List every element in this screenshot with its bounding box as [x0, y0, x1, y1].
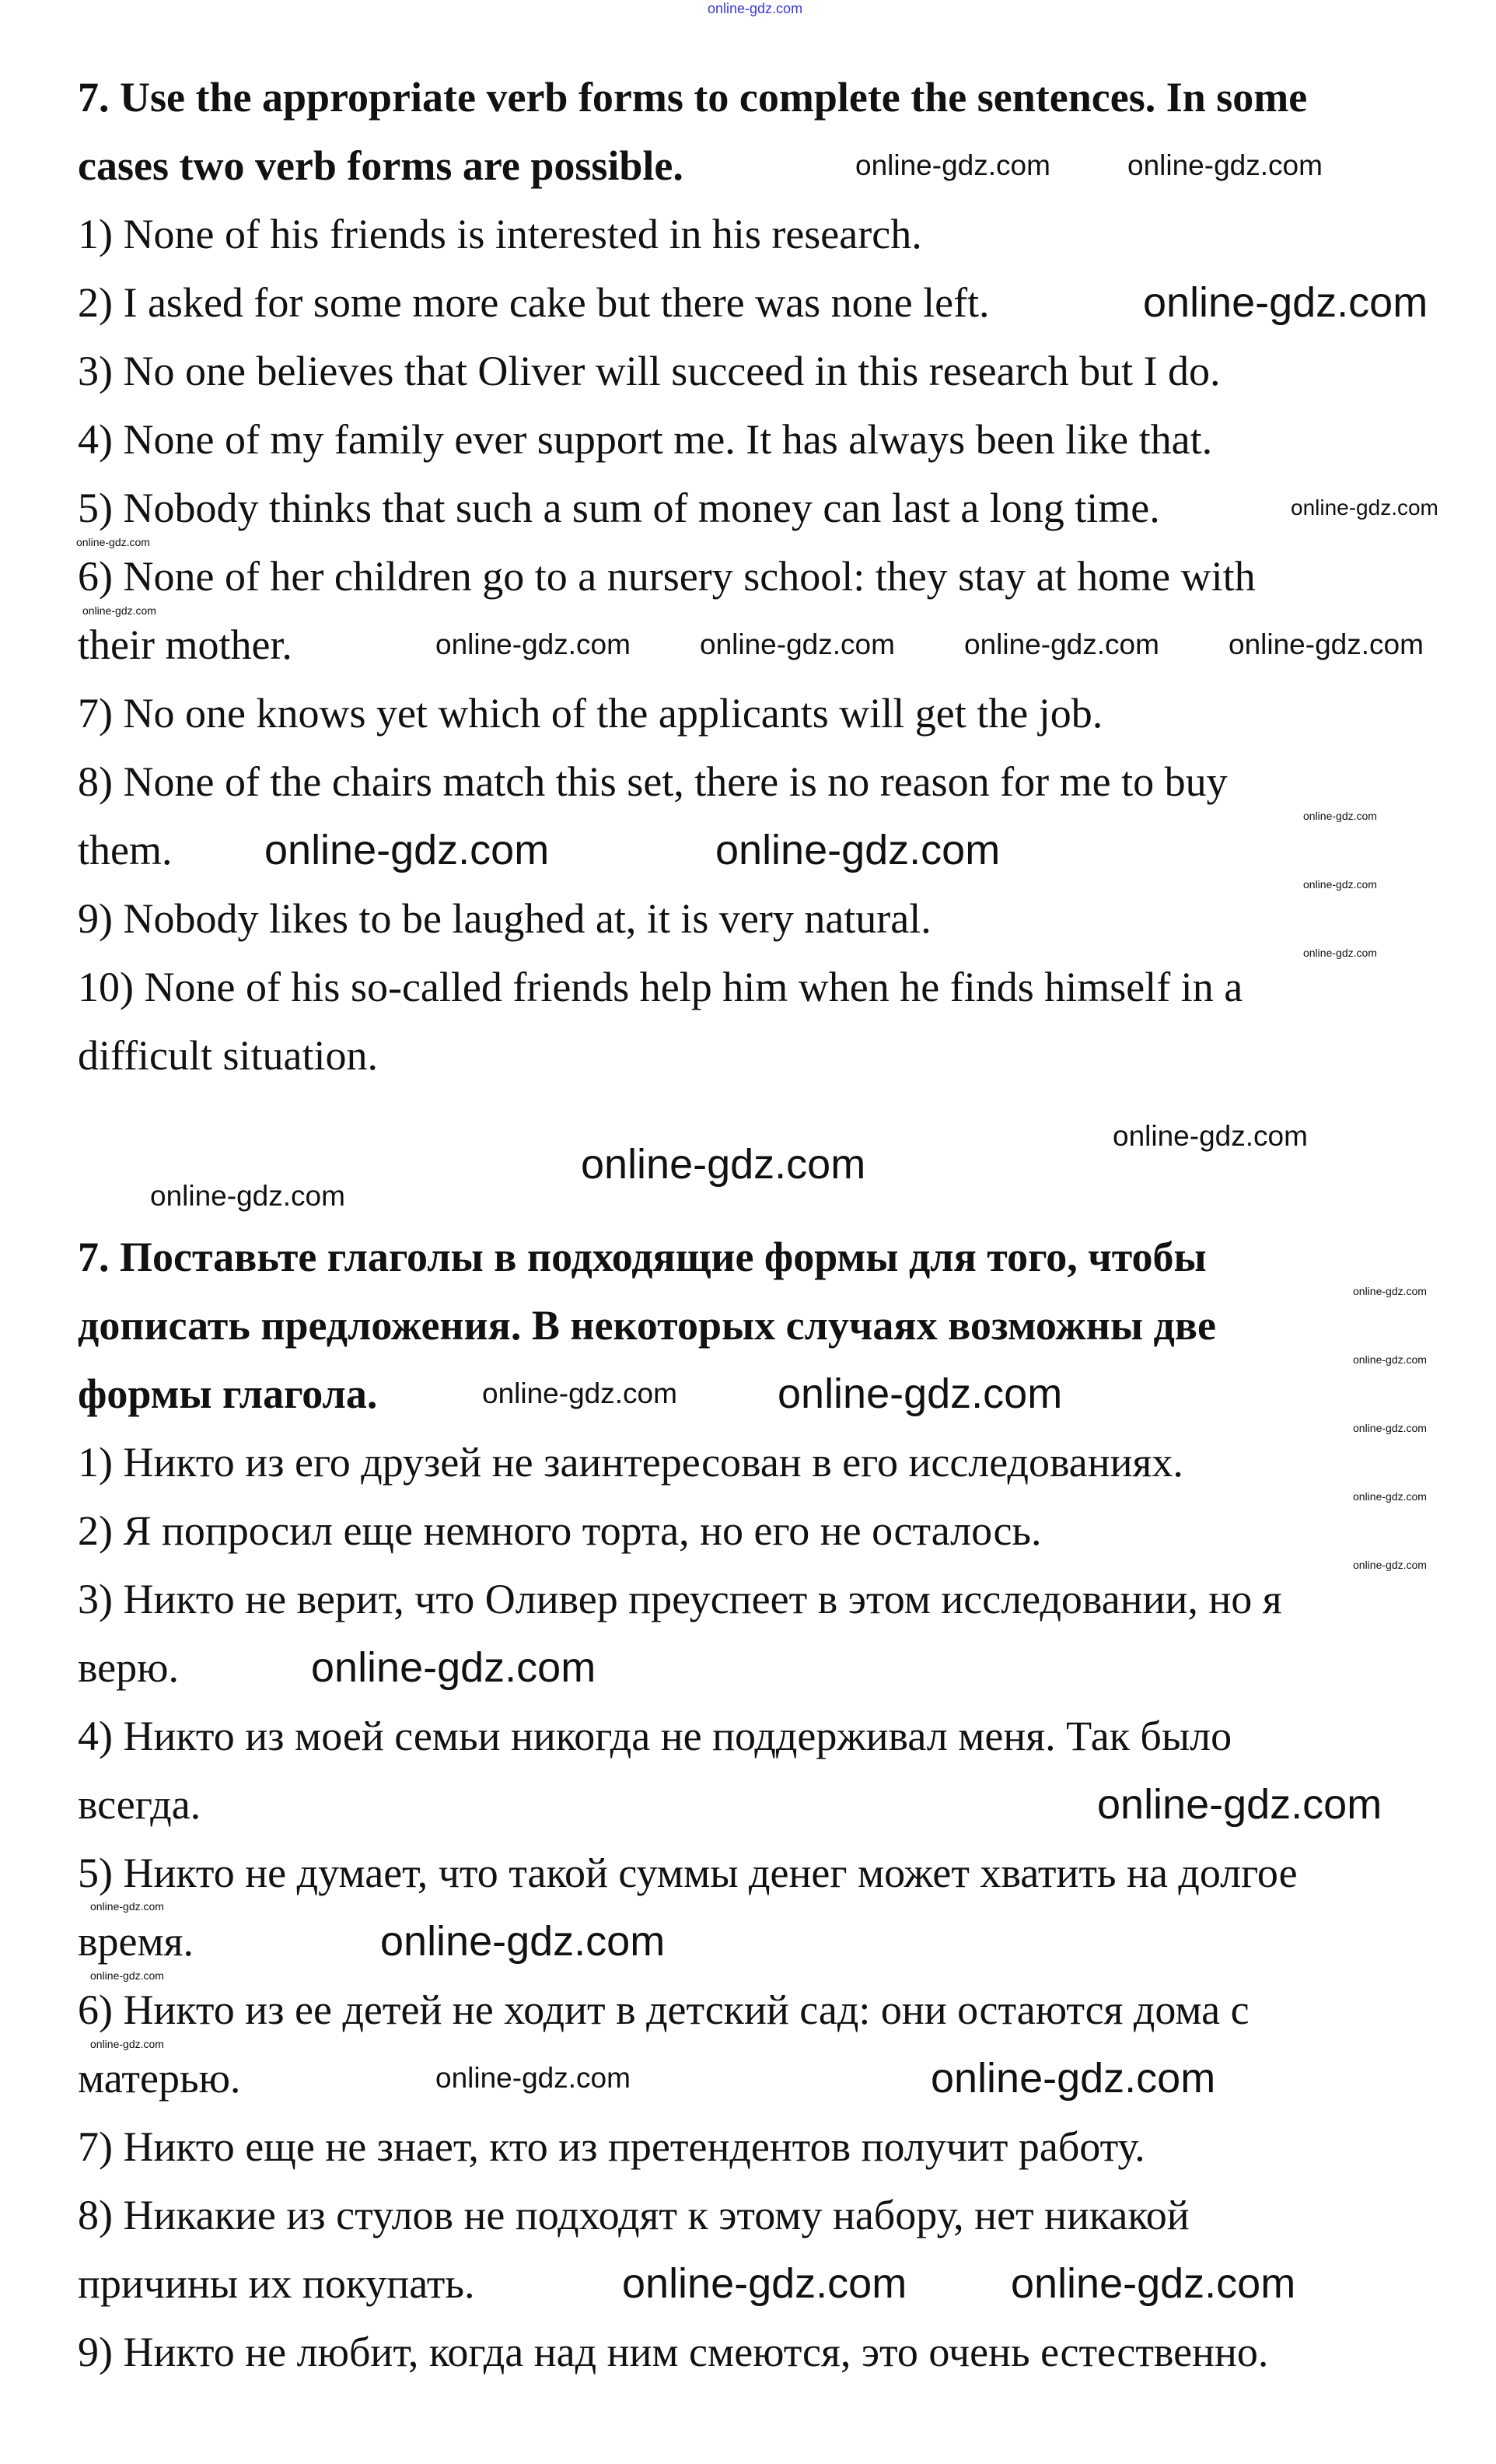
watermark: online-gdz.com	[264, 827, 550, 873]
sentence-line: difficult situation.	[78, 1032, 378, 1079]
sentence-line: 1) None of his friends is interested in his research.	[78, 211, 922, 257]
sentence-line: всегда.	[78, 1781, 201, 1828]
sentence-line: 8) Никакие из стулов не подходят к этому набору, нет никакой	[78, 2192, 1190, 2238]
watermark: online-gdz.com	[1303, 878, 1377, 891]
sentence-line: 4) Никто из моей семьи никогда не поддерживал меня. Так было	[78, 1713, 1232, 1759]
watermark: online-gdz.com	[90, 1969, 164, 1982]
sentence-line: 4) None of my family ever support me. It has always been like that.	[78, 416, 1213, 463]
sentence-line: 8) None of the chairs match this set, there is no reason for me to buy	[78, 758, 1228, 805]
sentence-line: причины их покупать.	[78, 2260, 475, 2307]
sentence-line: 1) Никто из его друзей не заинтересован в его исследованиях.	[78, 1439, 1183, 1486]
watermark: online-gdz.com	[1353, 1422, 1427, 1434]
sentence-line: матерью.	[78, 2055, 241, 2102]
watermark: online-gdz.com	[1229, 628, 1424, 660]
sentence-line: 3) Никто не верит, что Оливер преуспеет в этом исследовании, но я	[78, 1576, 1282, 1622]
exercise-heading: дописать предложения. В некоторых случаях возможны две	[78, 1302, 1216, 1349]
watermark: online-gdz.com	[1097, 1781, 1382, 1828]
watermark: online-gdz.com	[1113, 1120, 1308, 1152]
watermark: online-gdz.com	[1011, 2260, 1296, 2307]
watermark: online-gdz.com	[435, 628, 631, 660]
watermark: online-gdz.com	[90, 1900, 164, 1913]
watermark: online-gdz.com	[1303, 810, 1377, 822]
sentence-line: 9) Никто не любит, когда над ним смеются, это очень естественно.	[78, 2329, 1269, 2375]
watermark: online-gdz.com	[1353, 1490, 1427, 1503]
watermark: online-gdz.com	[1303, 947, 1377, 959]
sentence-line: 6) None of her children go to a nursery school: they stay at home with	[78, 553, 1256, 600]
exercise-heading: 7. Use the appropriate verb forms to complete the sentences. In some	[78, 74, 1308, 121]
sentence-line: 2) Я попросил еще немного торта, но его не осталось.	[78, 1507, 1042, 1554]
english-exercise	[78, 73, 1307, 1100]
watermark: online-gdz.com	[1353, 1353, 1427, 1366]
watermark: online-gdz.com	[855, 149, 1050, 181]
sentence-line: 6) Никто из ее детей не ходит в детский сад: они остаются дома с	[78, 1986, 1250, 2033]
watermark: online-gdz.com	[1127, 149, 1323, 181]
watermark: online-gdz.com	[931, 2055, 1216, 2102]
watermark: online-gdz.com	[715, 827, 1001, 873]
sentence-line: 9) Nobody likes to be laughed at, it is very natural.	[78, 895, 932, 942]
sentence-line: 7) Никто еще не знает, кто из претендентов получит работу.	[78, 2123, 1145, 2170]
sentence-line: their mother.	[78, 621, 292, 668]
watermark: online-gdz.com	[1143, 279, 1428, 326]
sentence-line: 7) No one knows yet which of the applicants will get the job.	[78, 690, 1103, 737]
sentence-line: время.	[78, 1918, 194, 1965]
exercise-heading: 7. Поставьте глаголы в подходящие формы для того, чтобы	[78, 1234, 1207, 1280]
sentence-line: верю.	[78, 1644, 179, 1691]
watermark: online-gdz.com	[380, 1918, 666, 1965]
watermark: online-gdz.com	[76, 536, 150, 548]
sentence-line: 3) No one believes that Oliver will succeed in this research but I do.	[78, 348, 1221, 394]
watermark: online-gdz.com	[482, 1377, 677, 1409]
sentence-line: 10) None of his so-called friends help him when he finds himself in a	[78, 964, 1243, 1010]
watermark: online-gdz.com	[700, 628, 895, 660]
watermark: online-gdz.com	[90, 2038, 164, 2050]
watermark: online-gdz.com	[1291, 495, 1438, 520]
watermark: online-gdz.com	[581, 1141, 866, 1188]
watermark: online-gdz.com	[150, 1180, 345, 1212]
sentence-line: 5) Nobody thinks that such a sum of money can last a long time.	[78, 485, 1160, 531]
watermark: online-gdz.com	[964, 628, 1159, 660]
watermark: online-gdz.com	[708, 1, 803, 16]
watermark: online-gdz.com	[622, 2260, 907, 2307]
sentence-line: 5) Никто не думает, что такой суммы денег может хватить на долгое	[78, 1850, 1298, 1896]
sentence-line: them.	[78, 827, 173, 873]
watermark: online-gdz.com	[82, 604, 156, 617]
watermark: online-gdz.com	[435, 2062, 631, 2094]
watermark: online-gdz.com	[1353, 1285, 1427, 1297]
exercise-heading: cases two verb forms are possible.	[78, 142, 683, 189]
exercise-heading: формы глагола.	[78, 1370, 378, 1417]
watermark: online-gdz.com	[1353, 1559, 1427, 1571]
sentence-line: 2) I asked for some more cake but there was none left.	[78, 279, 990, 326]
watermark: online-gdz.com	[778, 1370, 1063, 1417]
watermark: online-gdz.com	[311, 1644, 596, 1691]
